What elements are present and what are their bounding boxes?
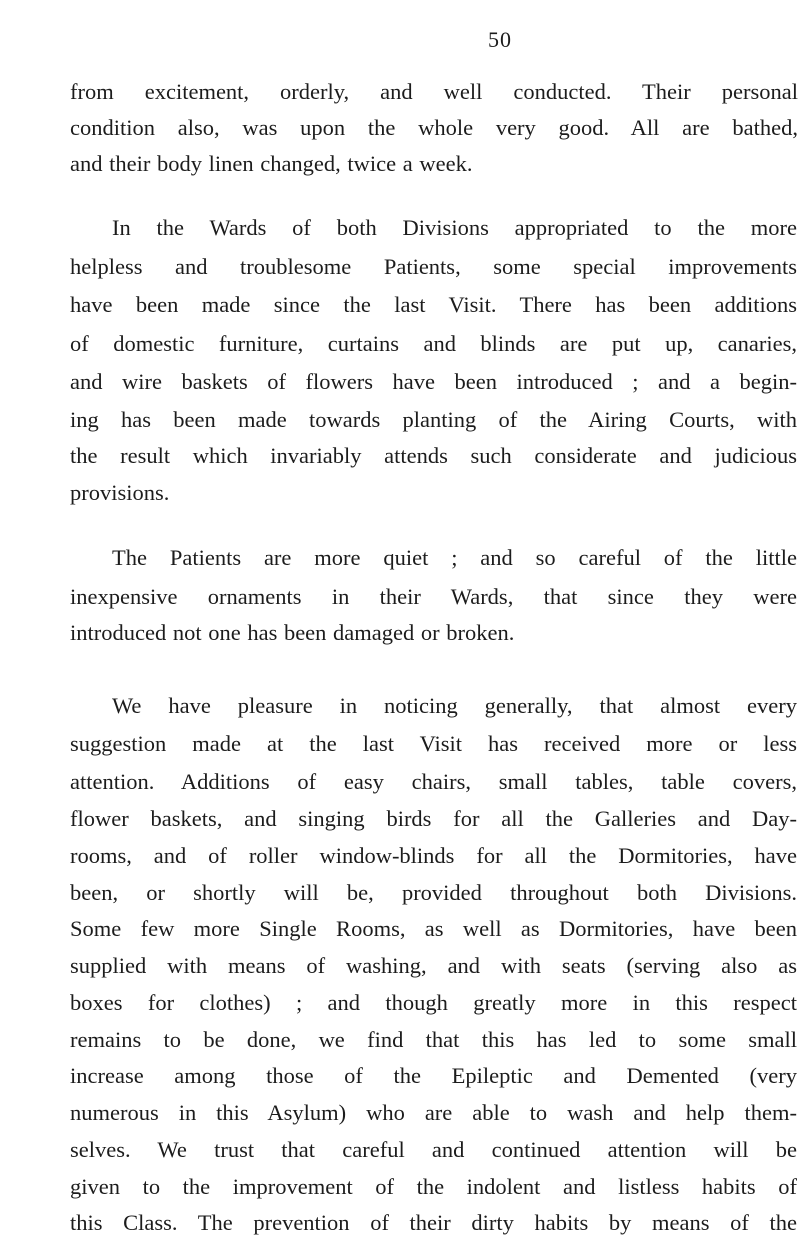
paragraph-1-line-3: and their body linen changed, twice a week. <box>70 151 473 176</box>
paragraph-4-line-8: supplied with means of washing, and with seats (serving also as <box>70 953 797 978</box>
paragraph-1-line-1: from excitement, orderly, and well conducted. Their personal <box>70 79 798 104</box>
paragraph-2-line-7: the result which invariably attends such considerate and judicious <box>70 443 797 468</box>
paragraph-4-line-9: boxes for clothes) ; and though greatly more in this respect <box>70 990 797 1015</box>
paragraph-2-line-3: have been made since the last Visit. There has been additions <box>70 292 797 317</box>
paragraph-4-line-14: given to the improvement of the indolent and listless habits of <box>70 1174 797 1199</box>
paragraph-3-line-1: The Patients are more quiet ; and so careful of the little <box>112 545 797 570</box>
paragraph-2-line-2: helpless and troublesome Patients, some special improvements <box>70 254 797 279</box>
paragraph-2-line-8: provisions. <box>70 480 170 505</box>
page-number: 50 <box>488 27 512 52</box>
paragraph-3-line-2: inexpensive ornaments in their Wards, that since they were <box>70 584 797 609</box>
paragraph-4-line-6: been, or shortly will be, provided throughout both Divisions. <box>70 880 797 905</box>
paragraph-4-line-2: suggestion made at the last Visit has received more or less <box>70 731 797 756</box>
paragraph-2-line-4: of domestic furniture, curtains and blinds are put up, canaries, <box>70 331 797 356</box>
paragraph-4-line-1: We have pleasure in noticing generally, that almost every <box>112 693 797 718</box>
paragraph-4-line-11: increase among those of the Epileptic and Demented (very <box>70 1063 797 1088</box>
paragraph-4-line-10: remains to be done, we find that this has led to some small <box>70 1027 797 1052</box>
paragraph-4-line-3: attention. Additions of easy chairs, small tables, table covers, <box>70 769 797 794</box>
paragraph-4-line-5: rooms, and of roller window-blinds for all the Dormitories, have <box>70 843 797 868</box>
paragraph-4-line-7: Some few more Single Rooms, as well as Dormitories, have been <box>70 916 797 941</box>
paragraph-1-line-2: condition also, was upon the whole very good. All are bathed, <box>70 115 798 140</box>
paragraph-4-line-4: flower baskets, and singing birds for all the Galleries and Day- <box>70 806 797 831</box>
paragraph-2-line-5: and wire baskets of flowers have been introduced ; and a begin- <box>70 369 797 394</box>
paragraph-3-line-3: introduced not one has been damaged or broken. <box>70 620 515 645</box>
paragraph-4-line-12: numerous in this Asylum) who are able to wash and help them- <box>70 1100 797 1125</box>
paragraph-2-line-1: In the Wards of both Divisions appropriated to the more <box>112 215 797 240</box>
paragraph-2-line-6: ing has been made towards planting of the Airing Courts, with <box>70 407 797 432</box>
paragraph-4-line-15: this Class. The prevention of their dirty habits by means of the <box>70 1210 797 1235</box>
paragraph-4-line-13: selves. We trust that careful and continued attention will be <box>70 1137 797 1162</box>
